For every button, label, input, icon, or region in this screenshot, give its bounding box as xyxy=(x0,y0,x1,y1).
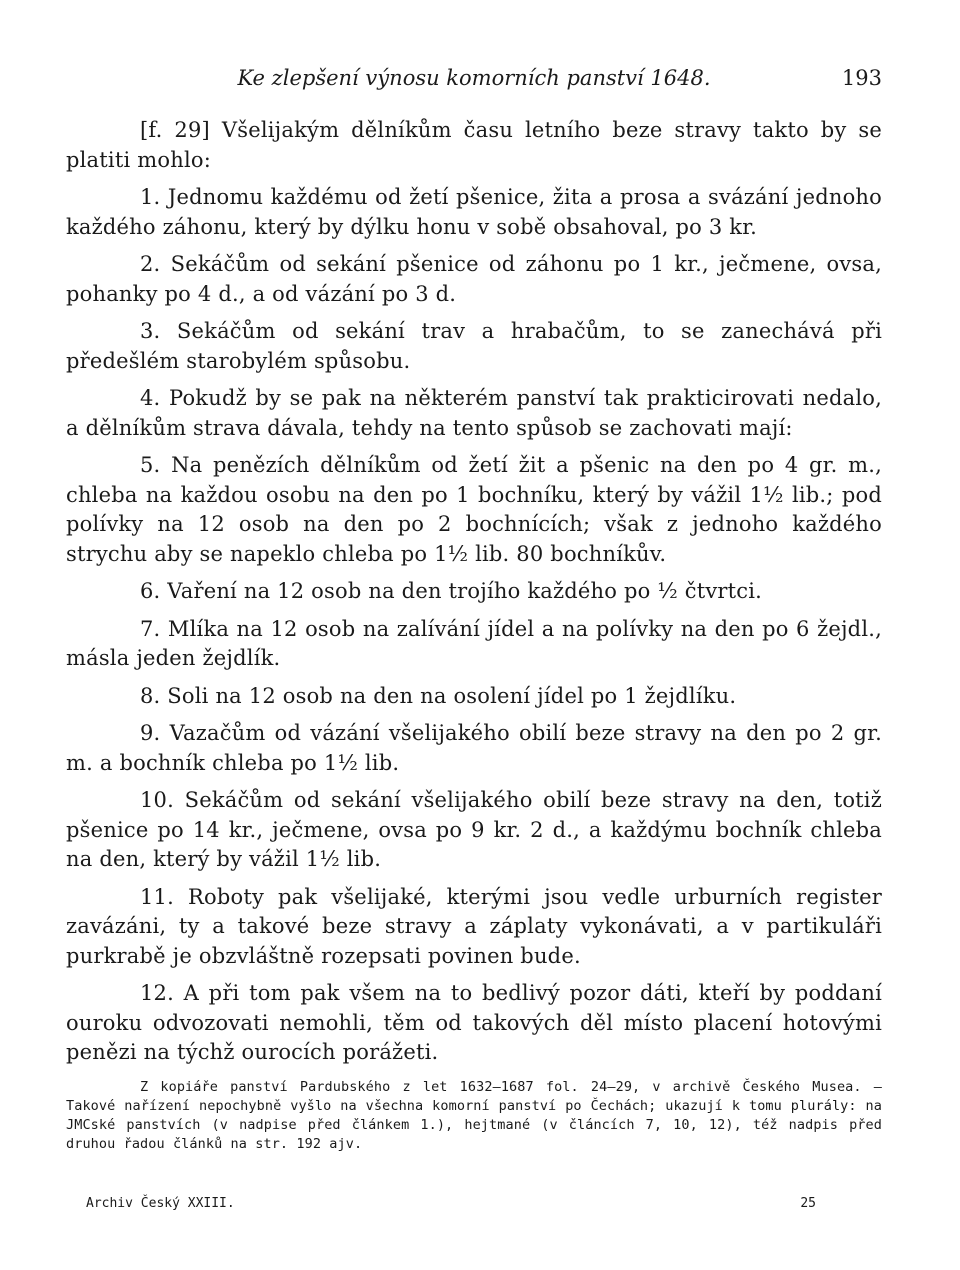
signature-number: 25 xyxy=(800,1196,816,1211)
page-header xyxy=(66,64,882,104)
paragraph-intro: [f. 29] Všelijakým dělníkům času letního beze stravy takto by se platiti mohlo: xyxy=(66,118,882,172)
paragraph-item-3: 3. Sekáčům od sekání trav a hrabačům, to se zanechává při předešlém starobylém spůsobu. xyxy=(66,319,882,373)
paragraph-item-9: 9. Vazačům od vázání všelijakého obilí beze stravy na den po 2 gr. m. a bochník chleba po 1½ lib. xyxy=(66,721,882,775)
signature-mark: Archiv Český XXIII. xyxy=(86,1196,235,1211)
paragraph-item-1: 1. Jednomu každému od žetí pšenice, žita a prosa a svázání jednoho každého záhonu, který by dýlku honu v sobě obsahoval, po 3 kr. xyxy=(66,185,882,239)
paragraph-item-5: 5. Na penězích dělníkům od žetí žit a pšenic na den po 4 gr. m., chleba na každou osobu na den po 1 bochníku, který by vážil 1½ lib.; pod polívky na 12 osob na den po 2 bochnících; však z jednoho každého strychu aby se napeklo chleba po 1½ lib. 80 bochníkův. xyxy=(66,453,882,566)
page-number: 193 xyxy=(841,66,882,90)
running-title: Ke zlepšení výnosu komorních panství 1648. xyxy=(237,66,711,90)
footnote: Z kopiáře panství Pardubského z let 1632—1687 fol. 24—29, v archivě Českého Musea. — Takové nařízení nepochybně vyšlo na všechna komorní panství po Čechách; ukazují k tomu plurály: na JMCské panstvích (v nadpise před článkem 1.), hejtmané (v článcích 7, 10, 12), též nadpis před druhou řadou článků na str. 192 ajv. xyxy=(66,1078,882,1152)
page xyxy=(66,64,882,1154)
paragraph-item-7: 7. Mlíka na 12 osob na zalívání jídel a na polívky na den po 6 žejdl., másla jeden žejdlík. xyxy=(66,616,882,670)
paragraph-item-2: 2. Sekáčům od sekání pšenice od záhonu po 1 kr., ječmene, ovsa, pohanky po 4 d., a od vázání po 3 d. xyxy=(66,252,882,306)
paragraph-item-6: 6. Vaření na 12 osob na den trojího každého po ½ čtvrtci. xyxy=(140,579,763,603)
paragraph-item-10: 10. Sekáčům od sekání všelijakého obilí beze stravy na den, totiž pšenice po 14 kr., ječmene, ovsa po 9 kr. 2 d., a každýmu bochník chleba na den, který by vážil 1½ lib. xyxy=(66,788,882,871)
paragraph-item-11: 11. Roboty pak všelijaké, kterými jsou vedle urburních register zavázáni, ty a takové beze stravy a záplaty vykonávati, a v partikuláři purkrabě je obzvláštně rozepsati povinen bude. xyxy=(66,884,882,968)
paragraph-item-4: 4. Pokudž by se pak na některém panství tak prakticirovati nedalo, a dělníkům strava dávala, tehdy na tento spůsob se zachovati mají: xyxy=(66,386,882,440)
paragraph-item-8: 8. Soli na 12 osob na den na osolení jídel po 1 žejdlíku. xyxy=(140,683,737,708)
paragraph-item-12: 12. A při tom pak všem na to bedlivý pozor dáti, kteří by poddaní ouroku odvozovati nemohli, těm od takových děl místo placení hotovými penězi na týchž ourocích porážeti. xyxy=(66,981,882,1064)
main-text xyxy=(66,116,882,1068)
